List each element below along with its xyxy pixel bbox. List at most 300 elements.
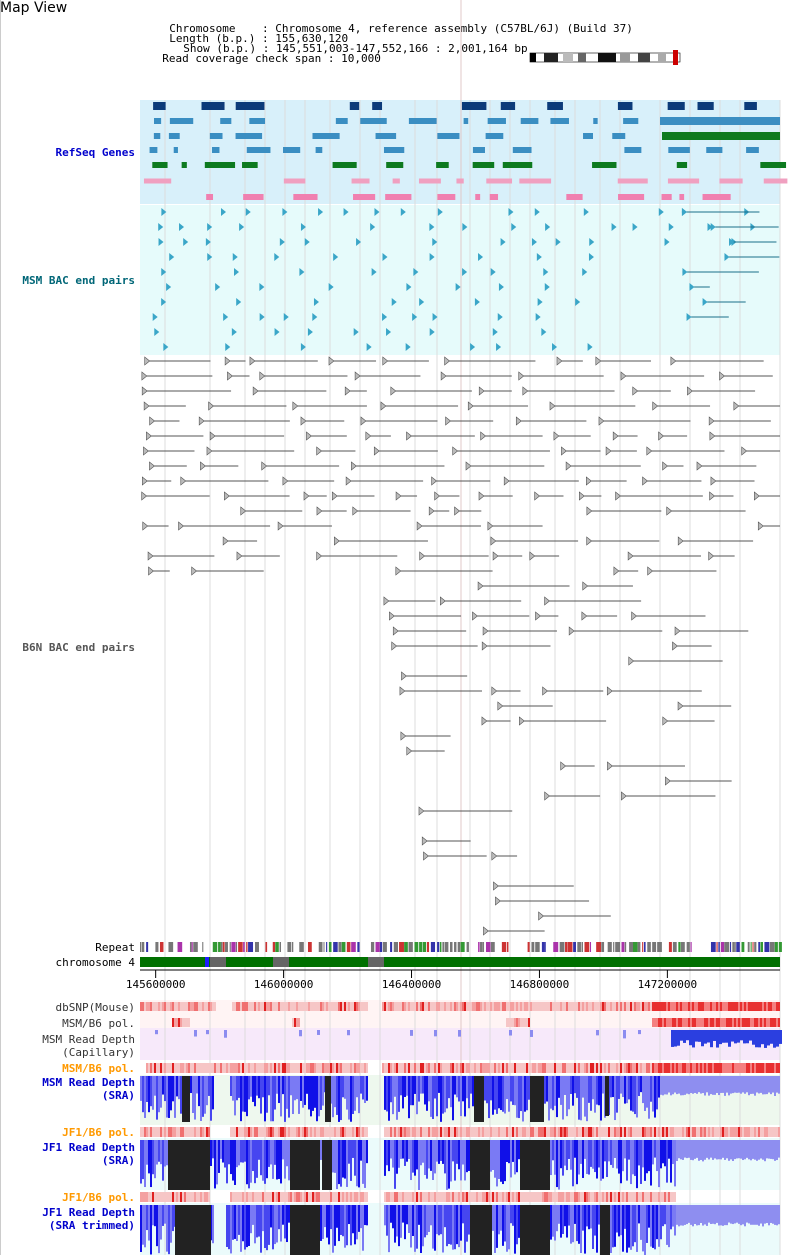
- pol-bar: [742, 1063, 744, 1073]
- depth-bar: [674, 1030, 677, 1047]
- pol-bar: [710, 1127, 712, 1137]
- dbsnp-bar: [452, 1002, 454, 1011]
- b6n-bac-end: [587, 537, 592, 545]
- pol-bar: [622, 1192, 624, 1202]
- pol-bar: [642, 1192, 644, 1202]
- pol-bar: [176, 1063, 178, 1073]
- depth-bar: [400, 1076, 402, 1095]
- depth-bar: [692, 1140, 694, 1160]
- dbsnp-bar: [256, 1002, 258, 1011]
- pol-bar: [436, 1127, 438, 1137]
- b6n-bac-end: [317, 447, 322, 455]
- depth-bar: [504, 1205, 506, 1242]
- pol-bar: [162, 1192, 164, 1202]
- pol-bar: [662, 1018, 664, 1027]
- depth-bar: [160, 1076, 162, 1108]
- depth-bar: [156, 1140, 158, 1165]
- b6n-bac-end: [181, 477, 186, 485]
- depth-bar: [278, 1076, 280, 1103]
- depth-bar: [590, 1205, 592, 1228]
- depth-bar: [340, 1076, 342, 1120]
- depth-bar: [274, 1140, 276, 1165]
- dbsnp-bar: [698, 1002, 700, 1011]
- pol-bar: [258, 1063, 260, 1073]
- depth-bar: [148, 1076, 150, 1112]
- pol-bar: [550, 1192, 552, 1202]
- chromosome-bar: [140, 957, 780, 967]
- pol-bar: [324, 1063, 326, 1073]
- dbsnp-bar: [414, 1002, 416, 1011]
- pol-bar: [646, 1063, 648, 1073]
- pol-bar: [566, 1127, 568, 1137]
- depth-bar: [776, 1076, 778, 1093]
- b6n-bac-end: [351, 462, 356, 470]
- dbsnp-bar: [686, 1002, 688, 1011]
- depth-bar: [713, 1030, 716, 1041]
- depth-bar: [410, 1140, 412, 1180]
- b6n-bac-end: [468, 402, 473, 410]
- depth-bar: [582, 1076, 584, 1098]
- depth-bar: [238, 1140, 240, 1165]
- depth-bar: [704, 1140, 706, 1160]
- repeat-element: [647, 942, 651, 952]
- repeat-element: [752, 942, 753, 952]
- pol-bar: [232, 1063, 234, 1073]
- dbsnp-bar: [422, 1002, 424, 1011]
- pol-bar: [612, 1127, 614, 1137]
- b6n-bac-end: [758, 522, 763, 530]
- b6n-bac-end: [734, 402, 739, 410]
- b6n-bac-end: [453, 447, 458, 455]
- pol-bar: [182, 1127, 184, 1137]
- pol-bar: [156, 1063, 158, 1073]
- pol-bar: [162, 1127, 164, 1137]
- pol-bar: [406, 1127, 408, 1137]
- dbsnp-bar: [766, 1002, 768, 1011]
- pol-bar: [562, 1063, 564, 1073]
- depth-bar: [198, 1076, 200, 1106]
- depth-bar: [634, 1205, 636, 1242]
- repeat-element: [292, 942, 293, 952]
- dbsnp-bar: [268, 1002, 270, 1011]
- depth-bar: [756, 1205, 758, 1225]
- depth-bar: [166, 1076, 168, 1118]
- depth-bar: [360, 1205, 362, 1228]
- depth-bar: [164, 1205, 166, 1224]
- dbsnp-bar: [710, 1002, 712, 1011]
- pol-bar: [638, 1192, 640, 1202]
- repeat-element: [160, 942, 163, 952]
- pol-bar: [686, 1127, 688, 1137]
- repeat-element: [758, 942, 760, 952]
- pol-bar: [652, 1127, 654, 1137]
- depth-bar: [347, 1030, 350, 1035]
- pol-bar: [632, 1127, 634, 1137]
- depth-bar: [596, 1030, 599, 1035]
- dbsnp-bar: [652, 1002, 654, 1011]
- repeat-element: [770, 942, 775, 952]
- pol-bar: [704, 1018, 706, 1027]
- pol-bar: [686, 1063, 688, 1073]
- pol-bar: [748, 1018, 750, 1027]
- track-label-dbsnp: dbSNP(Mouse): [55, 1001, 135, 1014]
- pol-bar: [740, 1063, 742, 1073]
- depth-bar: [460, 1205, 462, 1241]
- dbsnp-bar: [674, 1002, 676, 1011]
- pol-bar: [262, 1063, 264, 1073]
- depth-bar: [698, 1205, 700, 1225]
- dbsnp-bar: [664, 1002, 666, 1011]
- pol-bar: [208, 1192, 210, 1202]
- pol-bar: [754, 1018, 756, 1027]
- repeat-element: [734, 942, 736, 952]
- pol-bar: [314, 1127, 316, 1137]
- depth-bar: [732, 1205, 734, 1224]
- pol-bar: [210, 1063, 212, 1073]
- refseq-gene: [677, 162, 687, 168]
- depth-bar: [704, 1205, 706, 1224]
- depth-bar: [442, 1205, 444, 1252]
- depth-bar: [226, 1205, 228, 1247]
- b6n-bac-end: [621, 792, 626, 800]
- pol-bar: [558, 1063, 560, 1073]
- b6n-bac-end: [675, 627, 680, 635]
- depth-bar: [760, 1140, 762, 1158]
- depth-bar: [624, 1205, 626, 1229]
- depth-bar: [714, 1076, 716, 1095]
- pol-bar: [454, 1063, 456, 1073]
- pol-bar: [350, 1192, 352, 1202]
- pol-bar: [296, 1063, 298, 1073]
- dbsnp-bar: [194, 1002, 196, 1011]
- b6n-bac-end: [495, 897, 500, 905]
- b6n-bac-end: [672, 642, 677, 650]
- depth-bar: [758, 1030, 761, 1047]
- depth-bar: [486, 1076, 488, 1103]
- pol-bar: [586, 1063, 588, 1073]
- dbsnp-bar: [750, 1002, 752, 1011]
- refseq-gene: [612, 133, 625, 139]
- pol-bar: [608, 1063, 610, 1073]
- pol-bar: [186, 1127, 188, 1137]
- refseq-gene: [662, 132, 780, 140]
- depth-bar: [386, 1140, 388, 1165]
- pol-bar: [516, 1192, 518, 1202]
- depth-bar: [654, 1140, 656, 1158]
- b6n-bac-end: [293, 402, 298, 410]
- depth-saturated: [175, 1205, 211, 1255]
- depth-bar: [770, 1140, 772, 1159]
- repeat-element: [414, 942, 418, 952]
- pol-bar: [150, 1063, 152, 1073]
- dbsnp-bar: [274, 1002, 276, 1011]
- pol-bar: [262, 1127, 264, 1137]
- dbsnp-bar: [662, 1002, 664, 1011]
- depth-bar: [552, 1076, 554, 1110]
- depth-bar: [234, 1076, 236, 1115]
- depth-bar: [334, 1140, 336, 1173]
- pol-bar: [394, 1063, 396, 1073]
- b6n-bac-end: [561, 447, 566, 455]
- pol-bar: [594, 1063, 596, 1073]
- pol-bar: [504, 1063, 506, 1073]
- pol-bar: [492, 1127, 494, 1137]
- dbsnp-bar: [576, 1002, 578, 1011]
- depth-bar: [264, 1140, 266, 1184]
- depth-bar: [410, 1030, 413, 1036]
- dbsnp-bar: [168, 1002, 170, 1011]
- refseq-gene: [243, 194, 263, 200]
- pol-bar: [570, 1063, 572, 1073]
- depth-bar: [500, 1076, 502, 1110]
- dbsnp-bar: [202, 1002, 204, 1011]
- depth-bar: [558, 1076, 560, 1098]
- depth-bar: [328, 1205, 330, 1244]
- depth-bar: [752, 1140, 754, 1159]
- depth-bar: [234, 1140, 236, 1185]
- chromosome-ideogram[interactable]: [530, 50, 680, 65]
- dbsnp-bar: [582, 1002, 584, 1011]
- pol-bar: [596, 1192, 598, 1202]
- depth-bar: [364, 1140, 366, 1188]
- depth-bar: [412, 1205, 414, 1236]
- repeat-element: [319, 942, 323, 952]
- repeat-element: [287, 942, 291, 952]
- depth-bar: [622, 1205, 624, 1252]
- pol-bar: [714, 1018, 716, 1027]
- dbsnp-bar: [410, 1002, 412, 1011]
- depth-bar: [590, 1076, 592, 1111]
- depth-bar: [270, 1076, 272, 1121]
- pol-bar: [480, 1063, 482, 1073]
- depth-bar: [278, 1205, 280, 1229]
- pol-bar: [180, 1192, 182, 1202]
- repeat-element: [323, 942, 324, 952]
- pol-bar: [666, 1127, 668, 1137]
- depth-bar: [618, 1076, 620, 1099]
- pol-bar: [340, 1127, 342, 1137]
- pol-bar: [658, 1063, 660, 1073]
- dbsnp-bar: [596, 1002, 598, 1011]
- dbsnp-bar: [342, 1002, 344, 1011]
- pol-bar: [538, 1127, 540, 1137]
- b6n-bac-end: [332, 492, 337, 500]
- pol-bar: [496, 1063, 498, 1073]
- pol-bar: [140, 1192, 142, 1202]
- depth-bar: [258, 1205, 260, 1237]
- pol-bar: [438, 1127, 440, 1137]
- pol-bar: [142, 1192, 144, 1202]
- dbsnp-bar: [654, 1002, 656, 1011]
- depth-bar: [680, 1140, 682, 1159]
- b6n-bac-end: [478, 582, 483, 590]
- pol-bar: [464, 1063, 466, 1073]
- depth-bar: [210, 1140, 212, 1166]
- pol-bar: [310, 1192, 312, 1202]
- repeat-element: [458, 942, 461, 952]
- pol-bar: [756, 1018, 758, 1027]
- depth-bar: [730, 1205, 732, 1224]
- pol-bar: [410, 1127, 412, 1137]
- pol-bar: [662, 1063, 664, 1073]
- depth-bar: [234, 1205, 236, 1239]
- refseq-gene: [247, 147, 271, 153]
- pol-bar: [572, 1063, 574, 1073]
- depth-bar: [364, 1076, 366, 1103]
- dbsnp-bar: [334, 1002, 336, 1011]
- depth-bar: [262, 1076, 264, 1097]
- depth-bar: [728, 1205, 730, 1223]
- pol-bar: [728, 1063, 730, 1073]
- info-sep: :: [255, 32, 276, 45]
- depth-bar: [778, 1205, 780, 1224]
- pol-bar: [238, 1063, 240, 1073]
- pol-bar: [606, 1063, 608, 1073]
- pol-bar: [430, 1127, 432, 1137]
- pol-bar: [496, 1192, 498, 1202]
- b6n-bac-end: [710, 432, 715, 440]
- pol-bar: [676, 1063, 678, 1073]
- pol-bar: [298, 1127, 300, 1137]
- refseq-gene: [764, 179, 788, 184]
- info-value: 10,000: [341, 52, 381, 65]
- refseq-gene: [333, 162, 357, 168]
- repeat-element: [155, 942, 158, 952]
- pol-bar: [464, 1127, 466, 1137]
- depth-bar: [718, 1205, 720, 1225]
- depth-bar: [362, 1205, 364, 1251]
- pol-bar: [260, 1063, 262, 1073]
- depth-bar: [356, 1205, 358, 1239]
- pol-bar: [202, 1063, 204, 1073]
- b6n-bac-end: [179, 522, 184, 530]
- refseq-gene: [249, 118, 265, 124]
- pol-bar: [236, 1192, 238, 1202]
- depth-bar: [140, 1205, 142, 1252]
- depth-bar: [690, 1076, 692, 1093]
- depth-bar: [502, 1205, 504, 1246]
- pol-bar: [666, 1018, 668, 1027]
- pol-bar: [502, 1063, 504, 1073]
- depth-bar: [446, 1076, 448, 1108]
- pol-bar: [742, 1127, 744, 1137]
- depth-bar: [152, 1076, 154, 1110]
- pol-bar: [364, 1192, 366, 1202]
- depth-bar: [584, 1140, 586, 1159]
- dbsnp-bar: [500, 1002, 502, 1011]
- dbsnp-bar: [160, 1002, 162, 1011]
- dbsnp-bar: [548, 1002, 550, 1011]
- pol-bar: [754, 1127, 756, 1137]
- pol-bar: [274, 1127, 276, 1137]
- depth-bar: [502, 1140, 504, 1184]
- dbsnp-bar: [778, 1002, 780, 1011]
- pol-bar: [576, 1127, 578, 1137]
- pol-bar: [230, 1127, 232, 1137]
- pol-bar: [468, 1127, 470, 1137]
- pol-bar: [590, 1127, 592, 1137]
- refseq-gene: [170, 118, 193, 124]
- pol-bar: [644, 1192, 646, 1202]
- depth-bar: [638, 1140, 640, 1165]
- depth-bar: [602, 1076, 604, 1094]
- b6n-bac-end: [663, 717, 668, 725]
- dbsnp-bar: [590, 1002, 592, 1011]
- dbsnp-bar: [468, 1002, 470, 1011]
- pol-bar: [190, 1192, 192, 1202]
- depth-bar: [408, 1140, 410, 1159]
- repeat-element: [751, 942, 752, 952]
- pol-bar: [752, 1018, 754, 1027]
- depth-bar: [464, 1076, 466, 1116]
- depth-bar: [586, 1205, 588, 1226]
- depth-bar: [400, 1205, 402, 1238]
- pol-bar: [462, 1063, 464, 1073]
- pol-bar: [248, 1063, 250, 1073]
- b6n-bac-end: [401, 732, 406, 740]
- pol-bar: [746, 1018, 748, 1027]
- track-label-msm-depth-sra: MSM Read Depth: [42, 1076, 135, 1089]
- pol-bar: [414, 1063, 416, 1073]
- refseq-gene: [698, 102, 714, 110]
- pol-bar: [168, 1127, 170, 1137]
- info-value: Chromosome 4, reference assembly (C57BL/6J) (Build 37): [275, 22, 633, 35]
- depth-bar: [652, 1205, 654, 1248]
- pol-bar: [334, 1192, 336, 1202]
- refseq-gene: [550, 118, 569, 124]
- dbsnp-bar: [524, 1002, 526, 1011]
- depth-bar: [732, 1076, 734, 1093]
- b6n-bac-end: [429, 507, 434, 515]
- depth-bar: [706, 1076, 708, 1092]
- pol-bar: [446, 1192, 448, 1202]
- dbsnp-bar: [328, 1002, 330, 1011]
- dbsnp-bar: [326, 1002, 328, 1011]
- dbsnp-bar: [444, 1002, 446, 1011]
- pol-bar: [274, 1063, 276, 1073]
- pol-bar: [766, 1127, 768, 1137]
- depth-bar: [400, 1140, 402, 1159]
- pol-bar: [722, 1127, 724, 1137]
- repeat-element: [732, 942, 734, 952]
- pol-bar: [490, 1063, 492, 1073]
- depth-bar: [260, 1140, 262, 1175]
- depth-bar: [628, 1140, 630, 1160]
- pol-bar: [156, 1192, 158, 1202]
- dbsnp-bar: [148, 1002, 150, 1011]
- depth-saturated: [530, 1076, 544, 1122]
- pol-bar: [516, 1127, 518, 1137]
- refseq-gene: [150, 147, 158, 153]
- depth-bar: [244, 1076, 246, 1112]
- depth-bar: [408, 1076, 410, 1118]
- dbsnp-bar: [630, 1002, 632, 1011]
- depth-bar: [708, 1140, 710, 1159]
- pol-bar: [588, 1063, 590, 1073]
- depth-bar: [743, 1030, 746, 1043]
- pol-bar: [680, 1063, 682, 1073]
- depth-bar: [664, 1205, 666, 1224]
- pol-bar: [412, 1127, 414, 1137]
- pol-bar: [300, 1127, 302, 1137]
- pol-bar: [144, 1127, 146, 1137]
- depth-bar: [496, 1140, 498, 1186]
- pol-bar: [222, 1063, 224, 1073]
- pol-bar: [620, 1127, 622, 1137]
- depth-bar: [464, 1205, 466, 1253]
- pol-bar: [300, 1192, 302, 1202]
- depth-bar: [570, 1076, 572, 1094]
